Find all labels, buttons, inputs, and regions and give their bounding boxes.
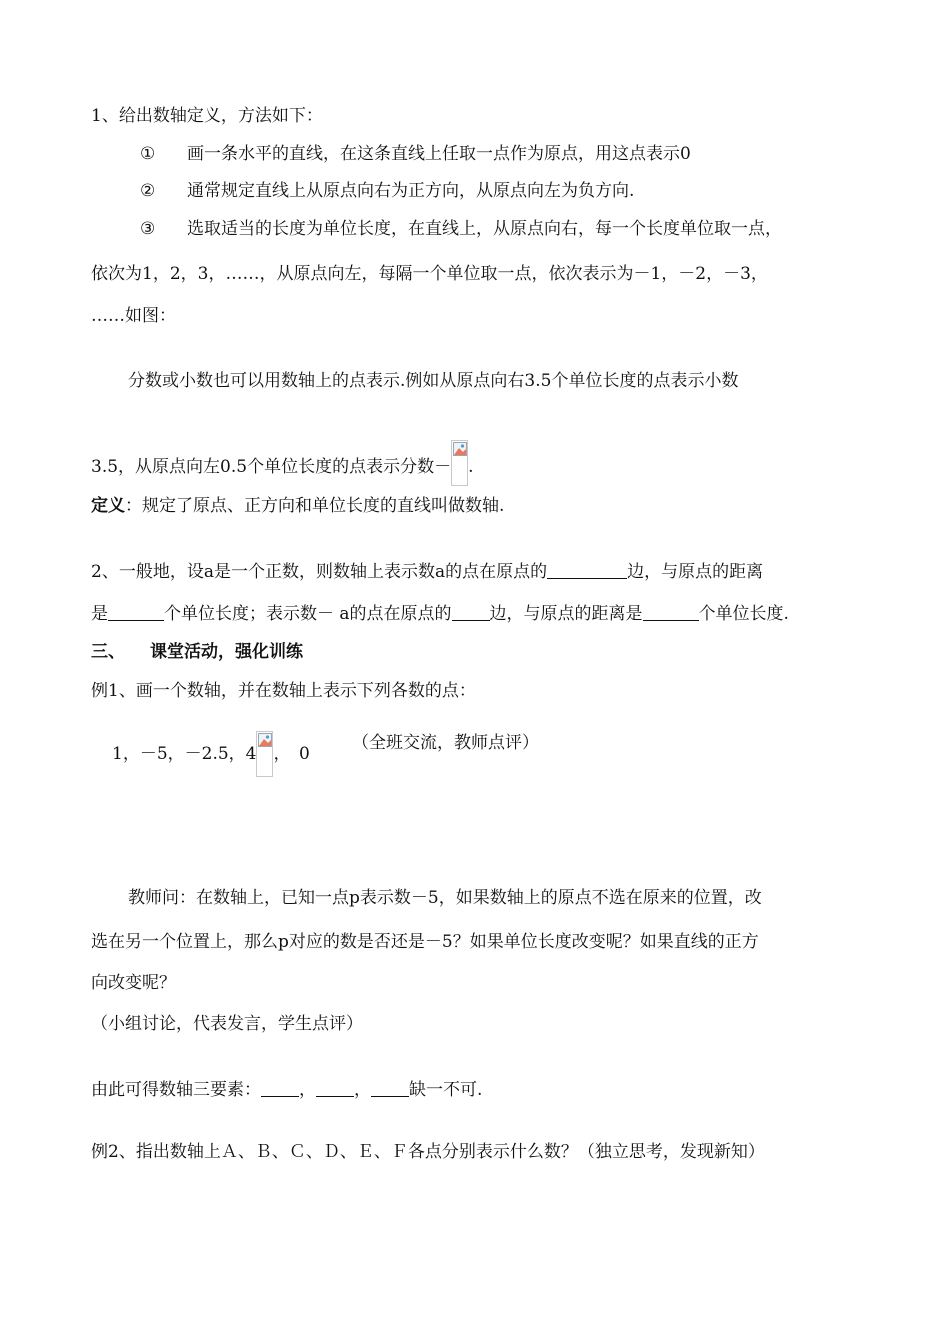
three-elements-sep1: ， xyxy=(299,1080,316,1100)
step3-text-line1: 选取适当的长度为单位长度，在直线上，从原点向右，每一个长度单位取一点， xyxy=(187,219,782,239)
example1-numbers-b: ， 0 xyxy=(273,744,310,764)
answer-blank-element2[interactable] xyxy=(316,1079,354,1097)
section3-heading: 课堂活动，强化训练 xyxy=(150,642,303,662)
group-discussion-note: （小组讨论，代表发言，学生点评） xyxy=(91,1014,363,1034)
broken-image-icon xyxy=(451,440,468,486)
teacher-question-line3: 向改变呢？ xyxy=(91,973,176,993)
fraction-paragraph-line1: 分数或小数也可以用数轴上的点表示.例如从原点向右3.5个单位长度的点表示小数 xyxy=(128,371,739,391)
broken-image-icon xyxy=(256,731,273,777)
example1-note: （全班交流，教师点评） xyxy=(352,733,539,753)
three-elements-text-b: 缺一不可. xyxy=(409,1080,483,1100)
step3-text-line3: ……如图： xyxy=(91,306,176,326)
example1-numbers xyxy=(112,731,310,777)
answer-blank-direction-negative[interactable] xyxy=(452,603,490,621)
section2-line2-text-a: 是 xyxy=(91,604,108,624)
fraction-text: 3.5，从原点向左0.5个单位长度的点表示分数－ xyxy=(91,457,452,477)
three-elements-line xyxy=(91,1078,482,1102)
example2-title: 例2、指出数轴上Ａ、Ｂ、Ｃ、Ｄ、Ｅ、Ｆ各点分别表示什么数？（独立思考，发现新知） xyxy=(91,1142,765,1162)
answer-blank-element3[interactable] xyxy=(371,1079,409,1097)
definition-text: ：规定了原点、正方向和单位长度的直线叫做数轴. xyxy=(125,496,505,516)
section2-line2-text-c: 边，与原点的距离是 xyxy=(489,604,643,624)
section2-line1-text-a: 2、一般地，设a是一个正数，则数轴上表示数a的点在原点的 xyxy=(91,562,548,582)
section2-line1-text-b: 边，与原点的距离 xyxy=(627,562,764,582)
example1-numbers-a: 1，－5，－2.5，4 xyxy=(112,744,257,764)
three-elements-text-a: 由此可得数轴三要素： xyxy=(91,1080,261,1100)
section2-line2-text-d: 个单位长度. xyxy=(698,604,789,624)
step3-text-line2: 依次为1，2，3，……，从原点向左，每隔一个单位取一点，依次表示为－1，－2，－3， xyxy=(91,264,768,284)
three-elements-sep2: ， xyxy=(354,1080,371,1100)
step2-marker: ② xyxy=(140,181,156,201)
section3-heading-number: 三、 xyxy=(91,642,125,662)
section2-line2-text-b: 个单位长度；表示数－ a的点在原点的 xyxy=(164,604,452,624)
teacher-question-line2: 选在另一个位置上，那么p对应的数是否还是－5？如果单位长度改变呢？如果直线的正方 xyxy=(91,932,759,952)
answer-blank-direction-positive[interactable] xyxy=(547,561,627,579)
answer-blank-element1[interactable] xyxy=(261,1079,299,1097)
step3-marker: ③ xyxy=(140,219,156,239)
answer-blank-distance-positive[interactable] xyxy=(108,603,164,621)
example1-title: 例1、画一个数轴，并在数轴上表示下列各数的点： xyxy=(91,681,476,701)
section2-line2 xyxy=(91,602,789,626)
step1-text: 画一条水平的直线，在这条直线上任取一点作为原点，用这点表示0 xyxy=(187,144,691,164)
step2-text: 通常规定直线上从原点向右为正方向，从原点向左为负方向. xyxy=(187,181,635,201)
fraction-paragraph-line2 xyxy=(91,440,473,486)
definition-label: 定义 xyxy=(91,496,125,516)
teacher-question-line1: 教师问：在数轴上，已知一点p表示数－5，如果数轴上的原点不选在原来的位置，改 xyxy=(128,888,762,908)
section2-line1 xyxy=(91,560,763,584)
answer-blank-distance-negative[interactable] xyxy=(643,603,699,621)
definition-line xyxy=(91,494,504,518)
fraction-period: . xyxy=(468,457,474,477)
step1-marker: ① xyxy=(140,144,156,164)
section1-heading: 1、给出数轴定义，方法如下： xyxy=(91,106,323,126)
